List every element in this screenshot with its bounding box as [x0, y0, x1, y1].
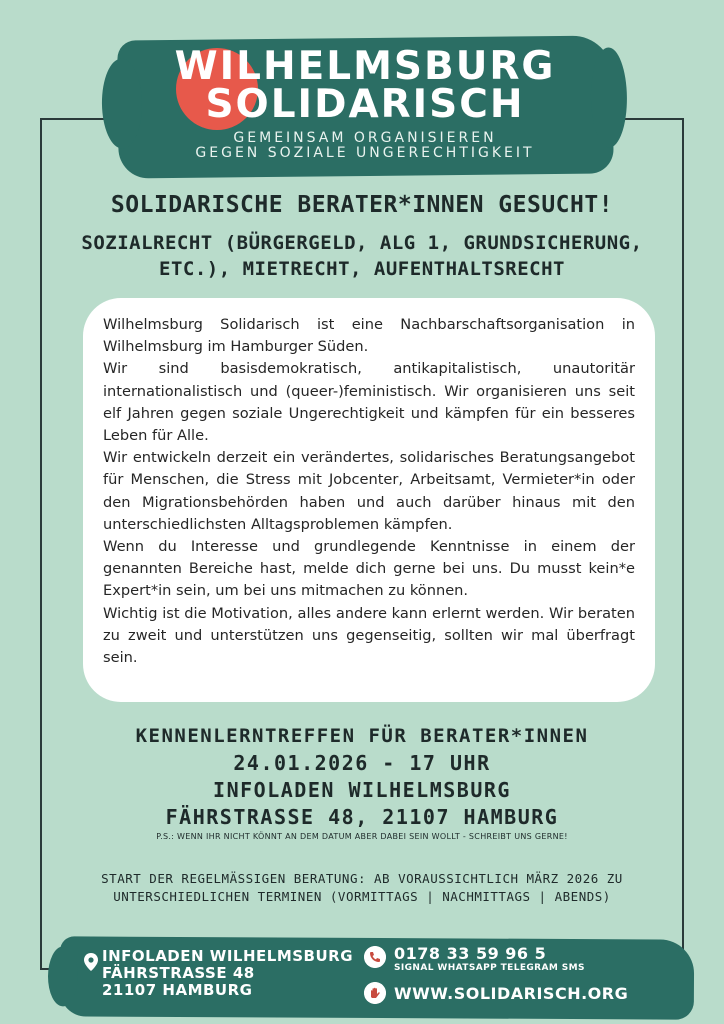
- footer-address-line-3: 21107 HAMBURG: [102, 981, 253, 999]
- footer-address-line-2: FÄHRSTRASSE 48: [102, 964, 255, 982]
- body-paragraph: Wir sind basisdemokratisch, antikapitalistisch, unautoritär internationalistisch und (queer-)feministisch. Wir organisieren uns seit elf Jahren gegen soziale Ungerechtigkeit und kämpfen für ein besseres Leben für Alle.: [103, 360, 635, 445]
- footer-address-line-1: INFOLADEN WILHELMSBURG: [102, 947, 354, 965]
- event-address: FÄHRSTRASSE 48, 21107 HAMBURG: [165, 805, 559, 829]
- title-line-2: SOLIDARISCH: [205, 82, 525, 127]
- body-paragraph: Wilhelmsburg Solidarisch ist eine Nachbarschaftsorganisation in Wilhelmsburg im Hamburger Süden.: [103, 316, 635, 356]
- sub-headline: [60, 230, 664, 282]
- footer-messengers: SIGNAL WHATSAPP TELEGRAM SMS: [394, 963, 585, 973]
- body-paragraph: Wichtig ist die Motivation, alles andere kann erlernt werden. Wir beraten zu zweit und unterstützen uns gegenseitig, sollten wir mal überfragt sein.: [103, 604, 635, 667]
- solidarity-hand-icon: [364, 982, 386, 1004]
- event-datetime: 24.01.2026 - 17 UHR: [233, 751, 491, 775]
- body-text-card: [83, 298, 655, 702]
- footer-phone[interactable]: 0178 33 59 96 5: [394, 944, 547, 963]
- main-headline: SOLIDARISCHE BERATER*INNEN GESUCHT!: [110, 192, 614, 218]
- event-title: KENNENLERNTREFFEN FÜR BERATER*INNEN: [135, 725, 589, 747]
- phone-icon: [364, 946, 386, 968]
- tagline-line-2: GEGEN SOZIALE UNGERECHTIGKEIT: [195, 145, 535, 161]
- start-note-line-2: UNTERSCHIEDLICHEN TERMINEN (VORMITTAGS | NACHMITTAGS | ABENDS): [113, 889, 611, 904]
- event-venue: INFOLADEN WILHELMSBURG: [213, 778, 511, 802]
- map-pin-icon: [84, 953, 98, 971]
- sub-headline-line-1: SOZIALRECHT (BÜRGERGELD, ALG 1, GRUNDSICHERUNG,: [81, 232, 643, 254]
- start-note-line-1: START DER REGELMÄSSIGEN BERATUNG: AB VORAUSSICHTLICH MÄRZ 2026 ZU: [101, 871, 623, 886]
- sub-headline-line-2: ETC.), MIETRECHT, AUFENTHALTSRECHT: [159, 258, 565, 280]
- title-line-1: WILHELMSBURG: [174, 44, 556, 89]
- footer-website-link[interactable]: WWW.SOLIDARISCH.ORG: [394, 984, 629, 1003]
- body-paragraph: Wenn du Interesse und grundlegende Kenntnisse in einem der genannten Bereiche hast, melde dich gerne bei uns. Du musst kein*e Expert*in sein, um bei uns mitmachen zu können.: [103, 538, 635, 600]
- postscript-note: P.S.: WENN IHR NICHT KÖNNT AN DEM DATUM ABER DABEI SEIN WOLLT - SCHREIBT UNS GERNE!: [156, 832, 568, 841]
- tagline-line-1: GEMEINSAM ORGANISIEREN: [233, 130, 497, 146]
- body-paragraph: Wir entwickeln derzeit ein verändertes, solidarisches Beratungsangebot für Menschen, die Stress mit Jobcenter, Arbeitsamt, Vermieter*in oder den Migrationsbehörden haben und auch darüber hinaus mit den unterschiedlichsten Alltagsproblemen kämpfen.: [103, 449, 635, 533]
